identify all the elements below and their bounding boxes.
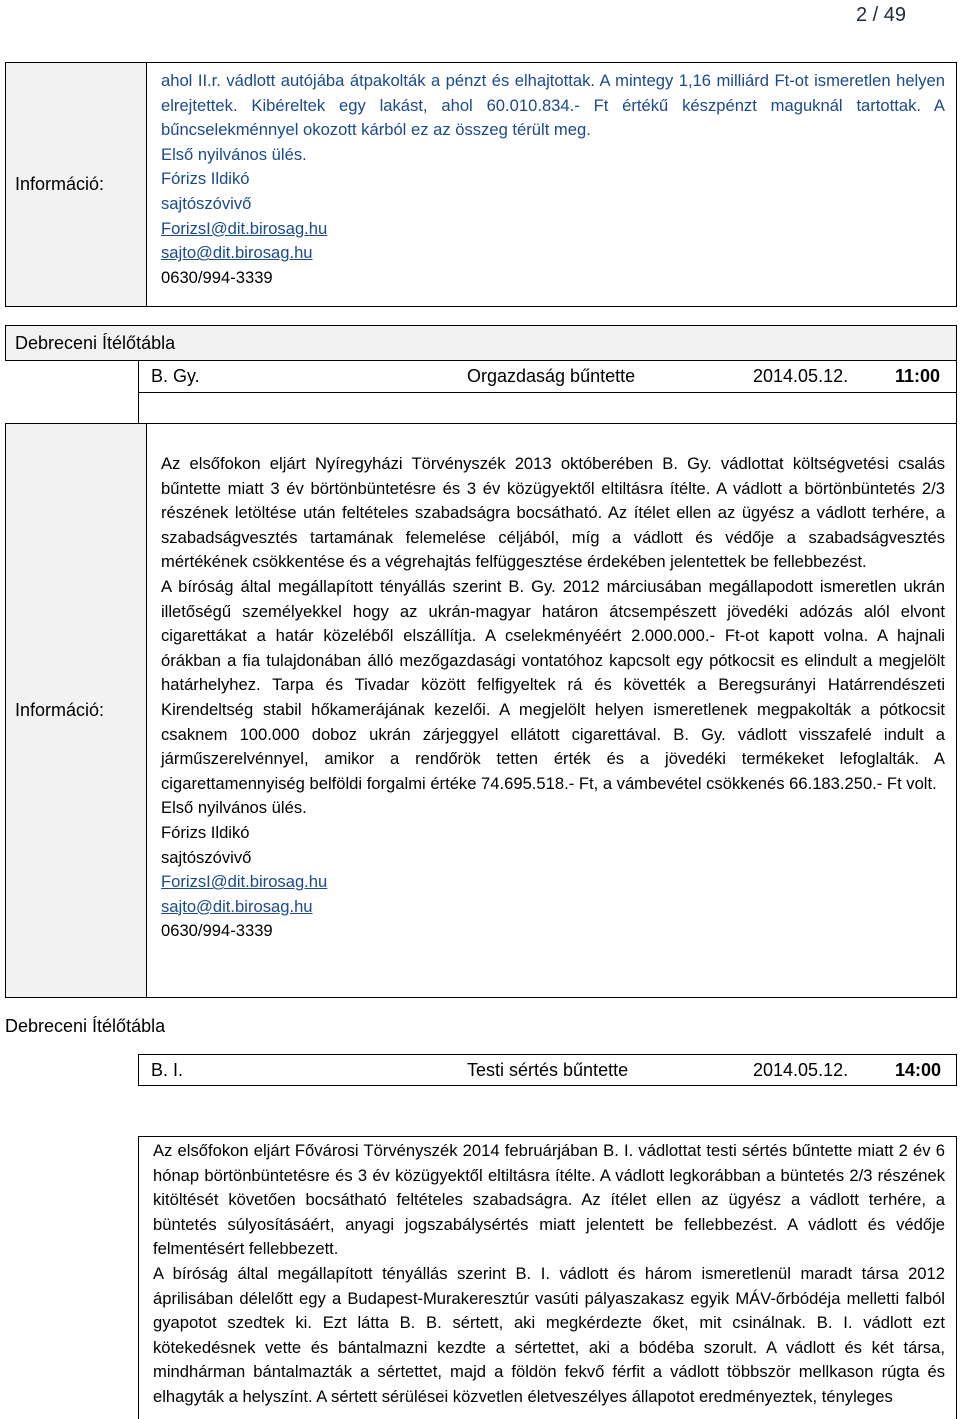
page-number: 2 / 49 bbox=[855, 4, 906, 26]
case-row bbox=[138, 1054, 957, 1086]
contact-role: sajtószóvivő bbox=[161, 193, 252, 213]
email-link-forizs[interactable]: ForizsI@dit.birosag.hu bbox=[161, 218, 328, 238]
defendant: B. I. bbox=[151, 1060, 184, 1080]
contact-name: Fórizs Ildikó bbox=[161, 169, 250, 189]
court-header: Debreceni Ítélőtábla bbox=[5, 1016, 166, 1036]
case-summary: Az elsőfokon eljárt Nyíregyházi Törvényszék 2013 októberében B. Gy. vádlottat költségvetési csalás bűntette miatt 3 év börtönbüntetésre és 3 év közügyektől eltiltásra ítélte. A vádlott a börtönbüntetés 2/3 részének letöltése után feltételes szabadságra bocsátható. Az ítélet ellen az ügyész a vádlott terhére, a szabadságvesztés tartamának felemelése céljából, míg a vádlott és védője a szabadságvesztés mértékének csökkentése és a végrehajtás felfüggesztése érdekében jelentettek be fellebbezést. bbox=[161, 454, 945, 572]
info-content bbox=[147, 424, 957, 998]
hearing-date: 2014.05.12. bbox=[753, 1060, 849, 1080]
spacer-row bbox=[138, 393, 957, 423]
email-link-sajto[interactable]: sajto@dit.birosag.hu bbox=[161, 896, 313, 916]
hearing-time: 11:00 bbox=[895, 366, 941, 386]
crime: Orgazdaság bűntette bbox=[467, 366, 636, 386]
case-row bbox=[138, 361, 957, 393]
contact-phone: 0630/994-3339 bbox=[161, 267, 273, 287]
email-link-sajto[interactable]: sajto@dit.birosag.hu bbox=[161, 243, 313, 263]
first-hearing: Első nyilvános ülés. bbox=[161, 798, 307, 818]
info-label: Információ: bbox=[6, 424, 147, 998]
crime: Testi sértés bűntette bbox=[467, 1060, 629, 1080]
contact-role: sajtószóvivő bbox=[161, 847, 252, 867]
contact-phone: 0630/994-3339 bbox=[161, 921, 273, 941]
contact-name: Fórizs Ildikó bbox=[161, 822, 250, 842]
info-text: ahol II.r. vádlott autójába átpakolták a pénzt és elhajtottak. A mintegy 1,16 milliárd Ft-ot ismeretlen helyen elrejtettek. Kibéreltek egy lakást, ahol 60.010.834.- Ft értékű készpénzt maguknál tartottak. A bűncselekménnyel okozott kárból ez az összeg térült meg. bbox=[161, 71, 945, 140]
first-hearing: Első nyilvános ülés. bbox=[161, 144, 307, 164]
case-facts: A bíróság által megállapított tényállás szerint B. Gy. 2012 márciusában megállapodott ismeretlen ukrán illetőségű személyekkel hogy az ukrán-magyar határon átcsempészett jövedéki adózás alól elvont cigarettákat a határ közeléből elszállítja. A cselekményéért 2.000.000.- Ft-ot kapott volna. A hajnali órákban a fia tulajdonában álló mezőgazdasági vontatóhoz kapcsolt egy pótkocsit es elindult a megjelölt határhelyhez. Tarpa és Tivadar között felfigyeltek rá és követték a Beregsurányi Határrendészeti Kirendeltség stabil hőkamerájának kezelői. A megjelölt helyen ismeretlenek megpakolták a pótkocsit csaknem 100.000 doboz ukrán zárjeggyel ellátott cigarettával. B. Gy. vádlott visszafelé indult a járműszerelvénnyel, amikor a rendőrök tetten érték és a jövedéki termékeket lefoglalták. A cigarettamennyiség belföldi forgalmi értéke 74.695.518.- Ft, a vámbevétel csökkenés 66.183.250.- Ft volt. bbox=[161, 576, 945, 793]
hearing-date: 2014.05.12. bbox=[753, 366, 849, 386]
info-label: Információ: bbox=[6, 63, 147, 307]
defendant: B. Gy. bbox=[151, 366, 200, 386]
info-table-case1 bbox=[5, 423, 957, 998]
case-facts: A bíróság által megállapított tényállás szerint B. I. vádlott és három ismeretlenül maradt társa 2012 áprilisában délelőtt egy a Budapest-Murakeresztúr vasúti pályaszakasz egyik MÁV-őrbódéja melletti falból gyapotot szedtek ki. Ezt látta B. B. sértett, aki megkérdezte őket, mit csinálnak. B. I. vádlott ezt kötekedésnek vette és bántalmazni kezdte a sértettet, aki a bódéba szorult. A vádlott és két társa, mindhárman bántalmazták a sértettet, majd a földön fekvő férfit a vádlott többször mellkason rúgta és elhagyták a helyszínt. A sértett sérülései közvetlen életveszélyes állapotot eredményeztek, tényleges bbox=[153, 1263, 945, 1406]
case-summary: Az elsőfokon eljárt Fővárosi Törvényszék 2014 februárjában B. I. vádlottat testi sértés bűntette miatt 2 év 6 hónap börtönbüntetésre és 3 év közügyektől eltiltásra ítélte. A vádlott legkorábban a büntetés 2/3 részének kitöltését követően bocsátható feltételes szabadságra. Az ítélet ellen az ügyész a vádlott terhére, a büntetés súlyosításáért, anyagi jogszabálysértés miatt jelentett be fellebbezést. A vádlott és védője felmentésért fellebbezett. bbox=[153, 1141, 945, 1259]
info-table-continued bbox=[5, 62, 957, 307]
email-link-forizs[interactable]: ForizsI@dit.birosag.hu bbox=[161, 872, 328, 892]
court-header: Debreceni Ítélőtábla bbox=[5, 325, 957, 361]
hearing-time: 14:00 bbox=[895, 1060, 942, 1080]
info-content bbox=[147, 63, 957, 307]
info-content-case2 bbox=[138, 1136, 957, 1419]
